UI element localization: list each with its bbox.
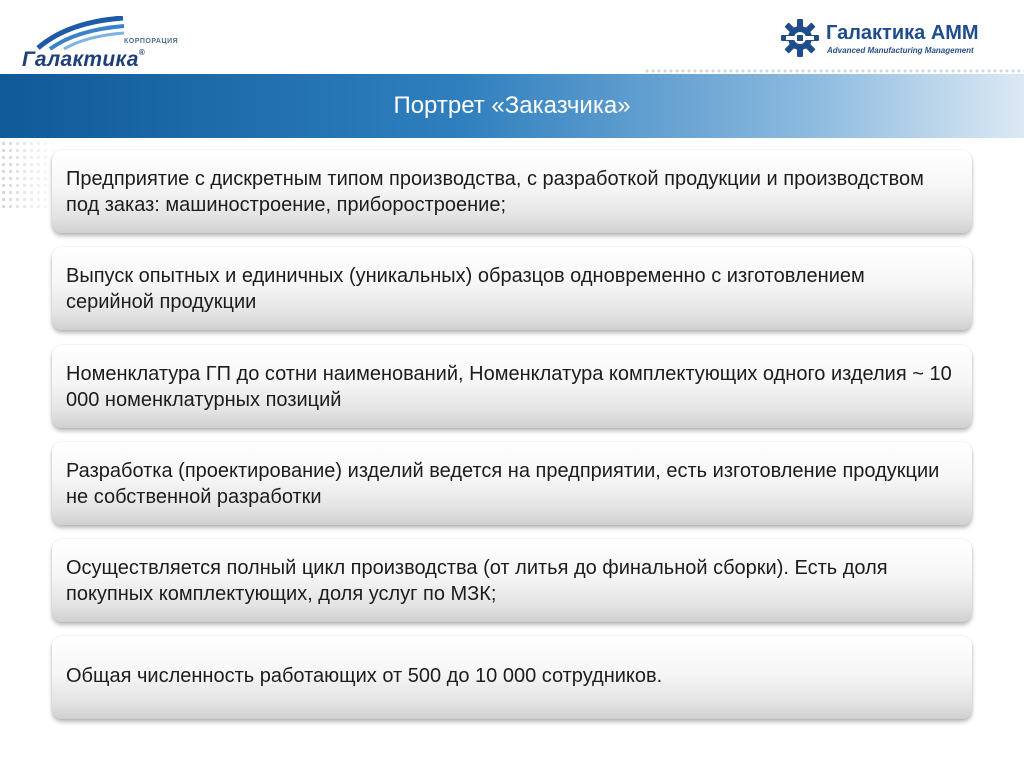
slide-title: Портрет «Заказчика» bbox=[393, 92, 631, 119]
brand-tagline: Advanced Manufacturing Management bbox=[827, 46, 974, 55]
gear-icon bbox=[780, 18, 820, 58]
brand-name: Галактика АММ bbox=[826, 22, 979, 44]
content-card: Выпуск опытных и единичных (уникальных) образцов одновременно с изготовлением серийной продукции bbox=[52, 247, 972, 330]
content-card: Разработка (проектирование) изделий ведется на предприятии, есть изготовление продукции не собственной разработки bbox=[52, 442, 972, 525]
content-card: Общая численность работающих от 500 до 10 000 сотрудников. bbox=[52, 636, 972, 719]
galaktika-amm-logo bbox=[780, 18, 1000, 58]
decorative-halftone-dots bbox=[0, 140, 60, 210]
content-card: Предприятие с дискретным типом производства, с разработкой продукции и производством под заказ: машиностроение, приборостроение; bbox=[52, 150, 972, 233]
logo-name: Галактика® bbox=[22, 48, 145, 71]
content-list bbox=[52, 150, 972, 733]
content-card: Осуществляется полный цикл производства (от литья до финальной сборки). Есть доля покупных комплектующих, доля услуг по МЗК; bbox=[52, 539, 972, 622]
title-banner bbox=[0, 74, 1024, 138]
galaktika-corp-logo bbox=[20, 16, 180, 71]
logo-caption: КОРПОРАЦИЯ bbox=[124, 38, 179, 45]
content-card: Номенклатура ГП до сотни наименований, Номенклатура комплектующих одного изделия ~ 10 000 номенклатурных позиций bbox=[52, 345, 972, 428]
registered-mark: ® bbox=[138, 48, 145, 57]
